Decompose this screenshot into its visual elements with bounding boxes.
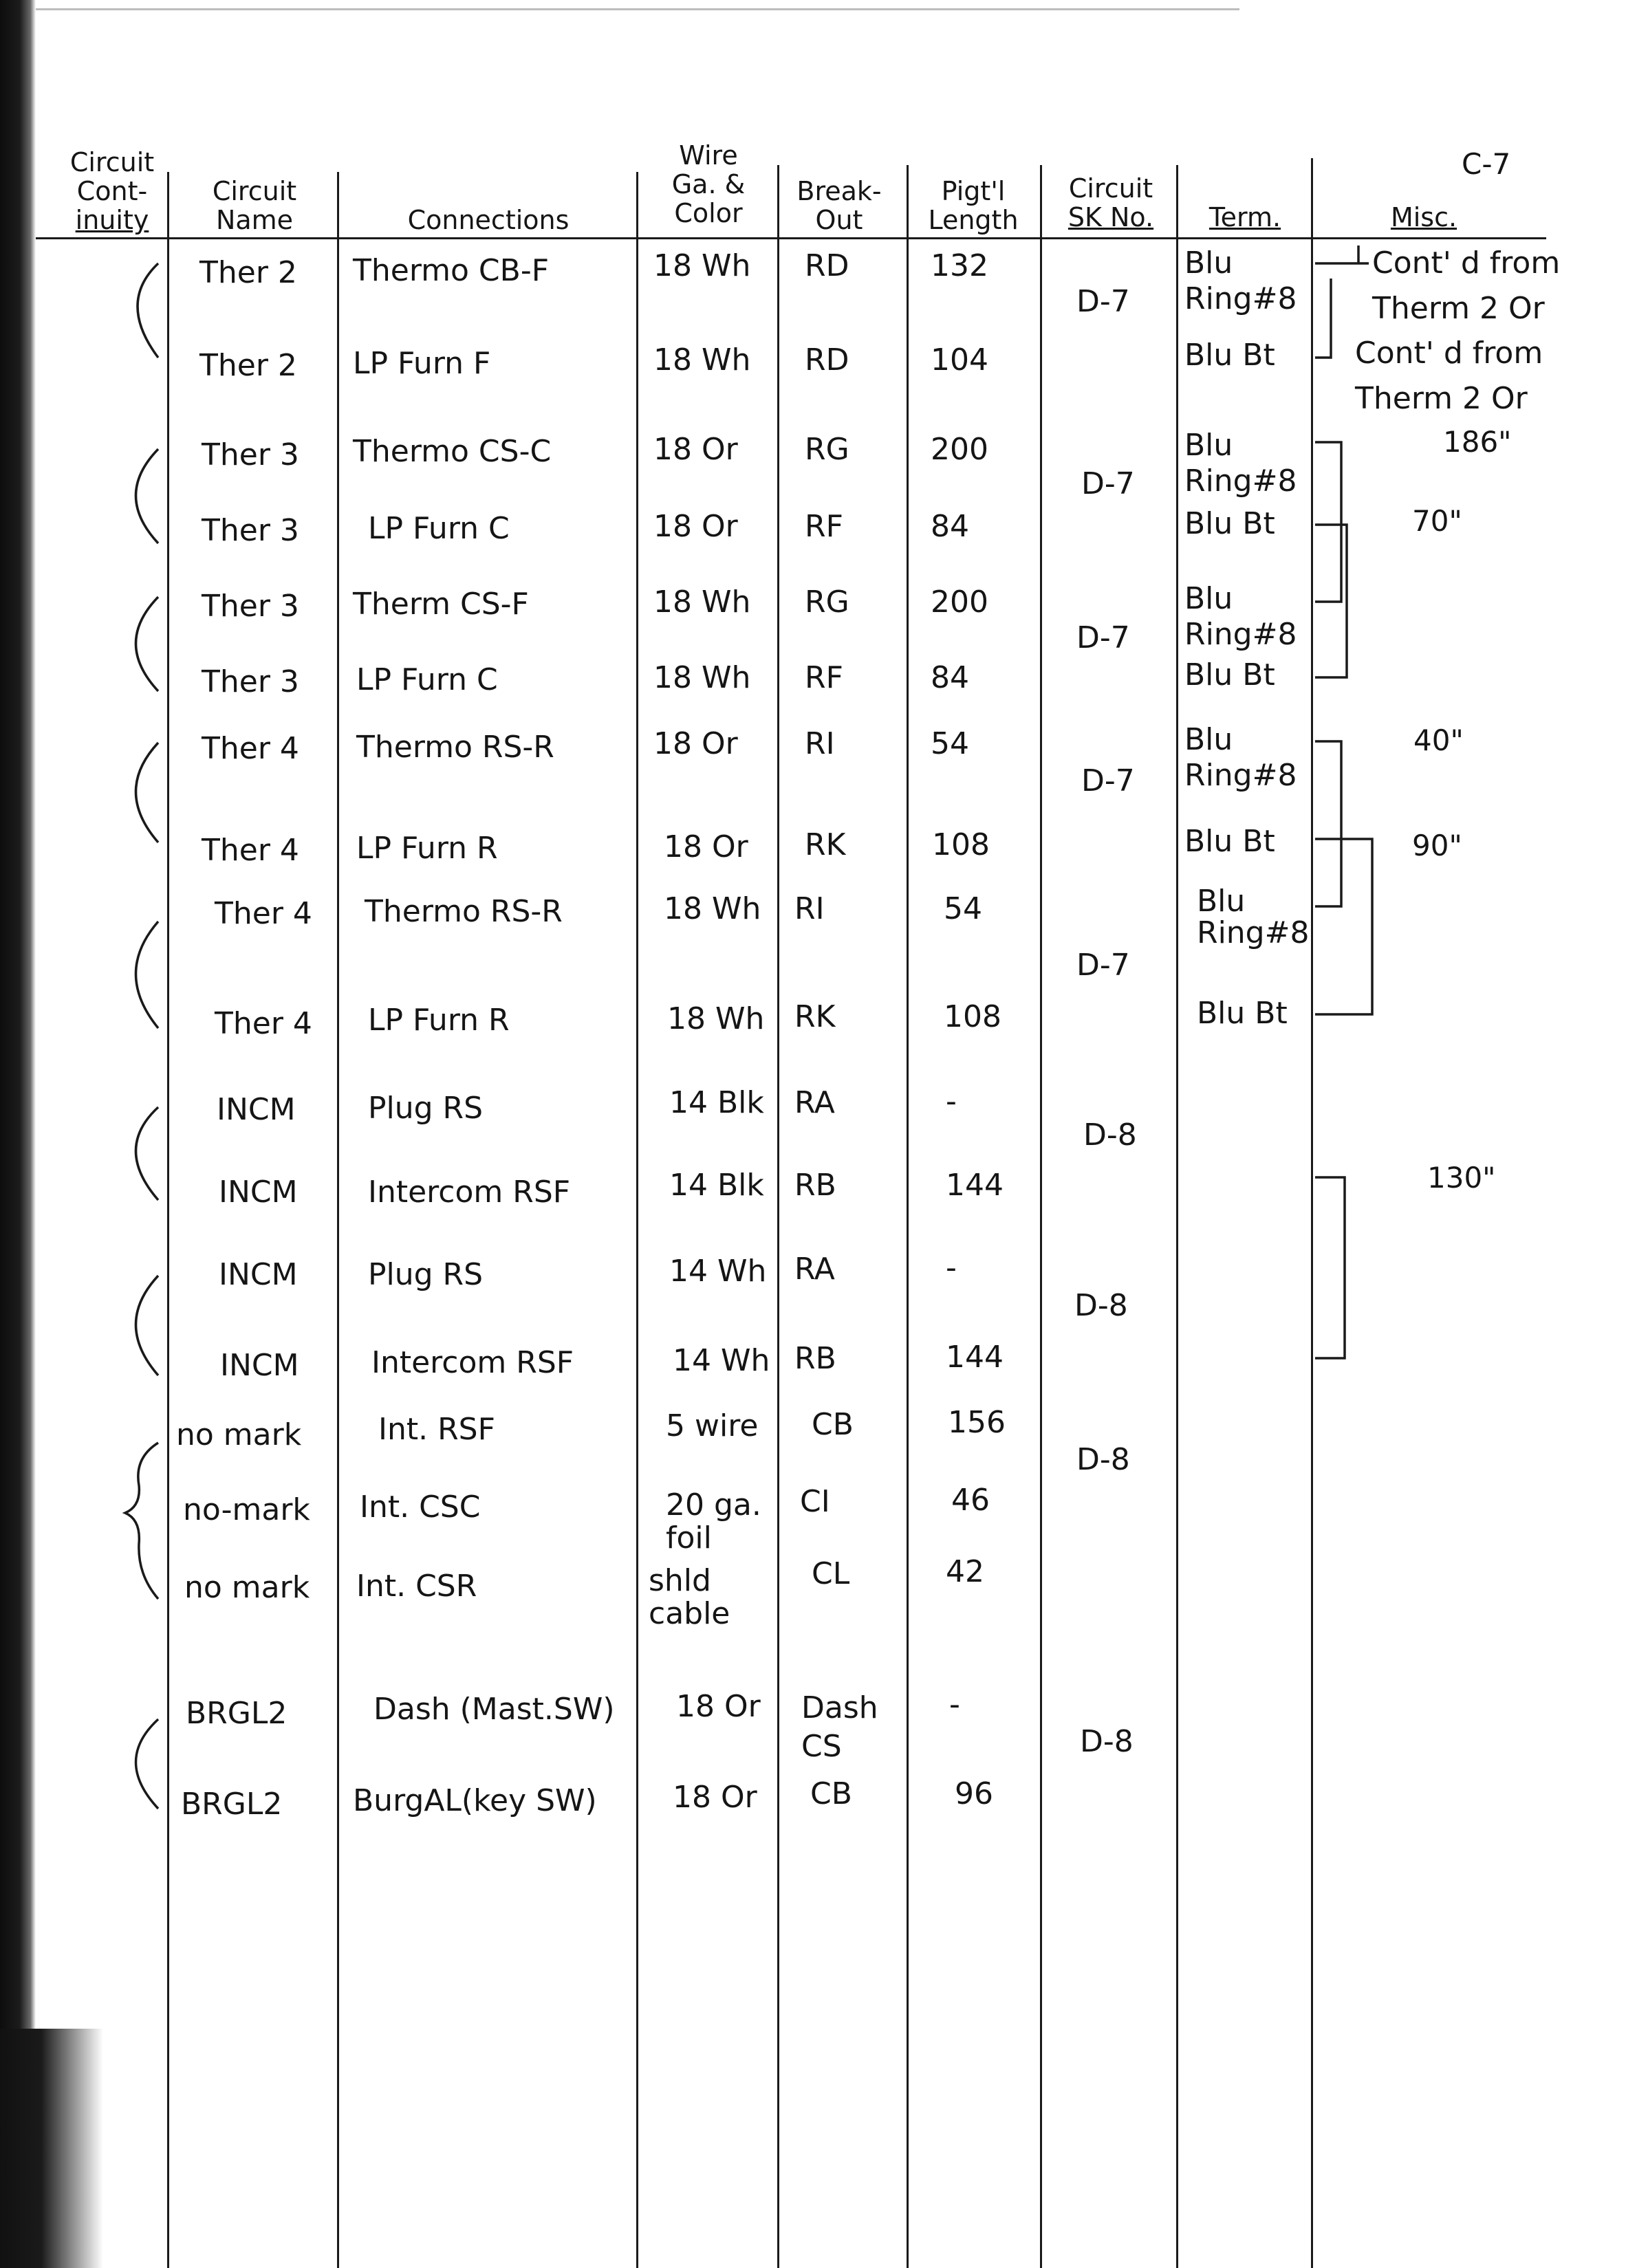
pigtail-length: 46 <box>951 1483 990 1518</box>
circuit-name: Ther 3 <box>202 664 299 699</box>
breakout: RG <box>805 585 849 620</box>
pigtail-length: 54 <box>944 891 982 926</box>
pigtail-length: 42 <box>946 1554 984 1589</box>
wire-gauge-color: 18 Or <box>653 726 738 761</box>
connection: Dash (Mast.SW) <box>373 1692 615 1727</box>
breakout: CB <box>810 1776 852 1811</box>
breakout: CI <box>800 1484 830 1519</box>
circuit-name: Ther 4 <box>202 833 299 868</box>
sheet-id: C-7 <box>1462 147 1511 181</box>
misc-note: Cont' d from Therm 2 Or <box>1372 246 1561 326</box>
wire-gauge-color: 5 wire <box>666 1408 759 1443</box>
pigtail-length: 144 <box>946 1168 1004 1203</box>
breakout: RI <box>794 891 825 926</box>
pigtail-length: 200 <box>931 432 988 467</box>
terminal: Blu Ring#8 <box>1184 428 1297 499</box>
misc-length: 130" <box>1427 1161 1496 1195</box>
breakout: RF <box>805 660 843 695</box>
circuit-name: INCM <box>219 1257 298 1292</box>
pigtail-length: - <box>949 1687 960 1722</box>
connection: Intercom RSF <box>371 1345 574 1380</box>
sk-number: D-8 <box>1074 1288 1128 1323</box>
connection: Thermo RS-R <box>365 894 563 929</box>
connection: BurgAL(key SW) <box>353 1783 597 1818</box>
breakout: Dash CS <box>801 1690 878 1764</box>
misc-note: Cont' d from Therm 2 Or <box>1355 336 1543 416</box>
breakout: RA <box>794 1085 835 1120</box>
connection: Intercom RSF <box>368 1175 571 1210</box>
wire-gauge-color: 18 Wh <box>667 1001 765 1036</box>
wire-gauge-color: 18 Wh <box>664 891 761 926</box>
wire-gauge-color: 18 Wh <box>653 660 751 695</box>
wire-gauge-color: 14 Wh <box>669 1254 767 1289</box>
terminal: Blu Ring#8 <box>1184 581 1297 652</box>
circuit-name: no mark <box>184 1570 310 1605</box>
sk-number: D-7 <box>1076 948 1130 983</box>
connection: LP Furn R <box>368 1003 510 1038</box>
circuit-name: INCM <box>219 1175 298 1210</box>
sk-number: D-8 <box>1083 1117 1137 1153</box>
circuit-name: Ther 2 <box>199 255 297 290</box>
breakout: RG <box>805 432 849 467</box>
sk-number: D-8 <box>1080 1724 1134 1759</box>
connection: Int. RSF <box>378 1412 495 1447</box>
wire-gauge-color: 14 Blk <box>669 1168 764 1203</box>
sk-number: D-7 <box>1076 284 1130 319</box>
circuit-name: Ther 3 <box>202 589 299 624</box>
wire-gauge-color: 18 Or <box>676 1689 761 1724</box>
sk-number: D-7 <box>1081 466 1135 501</box>
terminal: Blu Ring#8 <box>1184 722 1297 793</box>
breakout: CB <box>812 1407 854 1442</box>
circuit-name: Ther 4 <box>202 731 299 766</box>
wire-gauge-color: 14 Blk <box>669 1085 764 1120</box>
sk-number: D-7 <box>1076 620 1130 655</box>
wire-gauge-color: shld cable <box>649 1563 730 1631</box>
header-misc: Misc. <box>1390 202 1457 232</box>
breakout: RB <box>794 1168 836 1203</box>
breakout: RK <box>805 827 846 862</box>
connection: Int. CSR <box>356 1569 477 1604</box>
wire-gauge-color: 18 Wh <box>653 585 751 620</box>
circuit-name: no-mark <box>183 1492 310 1527</box>
pigtail-length: 84 <box>931 509 969 544</box>
wire-gauge-color: 18 Or <box>673 1780 757 1815</box>
pigtail-length: 96 <box>955 1776 993 1811</box>
connection: Thermo RS-R <box>356 730 554 765</box>
connection: LP Furn F <box>353 346 491 381</box>
breakout: RD <box>805 248 849 283</box>
terminal: Blu Bt <box>1197 996 1288 1031</box>
connection: Thermo CB-F <box>353 253 550 288</box>
wire-gauge-color: 18 Wh <box>653 248 751 283</box>
terminal: Blu Bt <box>1184 824 1275 859</box>
circuit-name: Ther 4 <box>215 1006 312 1041</box>
connection: Therm CS-F <box>353 587 529 622</box>
pigtail-length: - <box>946 1250 957 1285</box>
misc-length: 70" <box>1412 504 1462 538</box>
connection: LP Furn R <box>356 831 498 866</box>
header-wire: Wire Ga. & Color <box>671 140 746 228</box>
terminal: Blu Bt <box>1184 506 1275 541</box>
pigtail-length: - <box>946 1084 957 1119</box>
wire-gauge-color: 14 Wh <box>673 1343 770 1378</box>
circuit-name: Ther 3 <box>202 513 299 548</box>
circuit-name: BRGL2 <box>186 1696 288 1731</box>
header-circuit-name: Circuit Name <box>212 176 297 235</box>
circuit-name: Ther 3 <box>202 437 299 472</box>
circuit-name: no mark <box>176 1417 302 1452</box>
misc-length: 40" <box>1413 723 1464 757</box>
terminal: Blu Bt <box>1184 338 1275 373</box>
pigtail-length: 200 <box>931 585 988 620</box>
breakout: CL <box>812 1556 850 1591</box>
terminal: Blu Ring#8 <box>1197 884 1310 950</box>
connection: LP Furn C <box>368 511 510 546</box>
circuit-name: BRGL2 <box>181 1787 283 1822</box>
terminal: Blu Ring#8 <box>1184 246 1297 316</box>
misc-length: 186" <box>1443 425 1512 459</box>
wire-gauge-color: 20 ga. foil <box>666 1487 761 1556</box>
pigtail-length: 104 <box>931 342 988 378</box>
pigtail-length: 108 <box>944 999 1001 1034</box>
header-pigtail: Pigt'l Length <box>928 176 1019 235</box>
circuit-name: Ther 2 <box>199 348 297 383</box>
connection: Thermo CS-C <box>353 434 552 469</box>
breakout: RF <box>805 509 843 544</box>
circuit-name: INCM <box>220 1348 299 1383</box>
header-breakout: Break- Out <box>796 176 882 235</box>
wire-gauge-color: 18 Wh <box>653 342 751 378</box>
connection: LP Furn C <box>356 662 498 697</box>
breakout: RI <box>805 726 835 761</box>
pigtail-length: 156 <box>948 1405 1006 1440</box>
pigtail-length: 144 <box>946 1340 1004 1375</box>
circuit-name: Ther 4 <box>215 896 312 931</box>
terminal: Blu Bt <box>1184 657 1275 693</box>
wire-gauge-color: 18 Or <box>653 509 738 544</box>
breakout: RA <box>794 1252 835 1287</box>
breakout: RB <box>794 1341 836 1376</box>
header-term: Term. <box>1208 202 1281 232</box>
connection: Int. CSC <box>360 1490 481 1525</box>
connection: Plug RS <box>368 1091 484 1126</box>
wire-gauge-color: 18 Or <box>664 829 748 864</box>
sk-number: D-7 <box>1081 763 1135 798</box>
sk-number: D-8 <box>1076 1442 1130 1477</box>
breakout: RK <box>794 999 836 1034</box>
connection: Plug RS <box>368 1257 484 1292</box>
header-connections: Connections <box>407 205 570 235</box>
misc-length: 90" <box>1412 829 1462 862</box>
wire-gauge-color: 18 Or <box>653 432 738 467</box>
pigtail-length: 108 <box>932 827 990 862</box>
circuit-name: INCM <box>217 1092 296 1127</box>
breakout: RD <box>805 342 849 378</box>
header-sk-no: Circuit SK No. <box>1067 173 1154 232</box>
pigtail-length: 132 <box>931 248 988 283</box>
pigtail-length: 84 <box>931 660 969 695</box>
pigtail-length: 54 <box>931 726 969 761</box>
header-continuity: Circuit Cont- inuity <box>69 147 155 235</box>
